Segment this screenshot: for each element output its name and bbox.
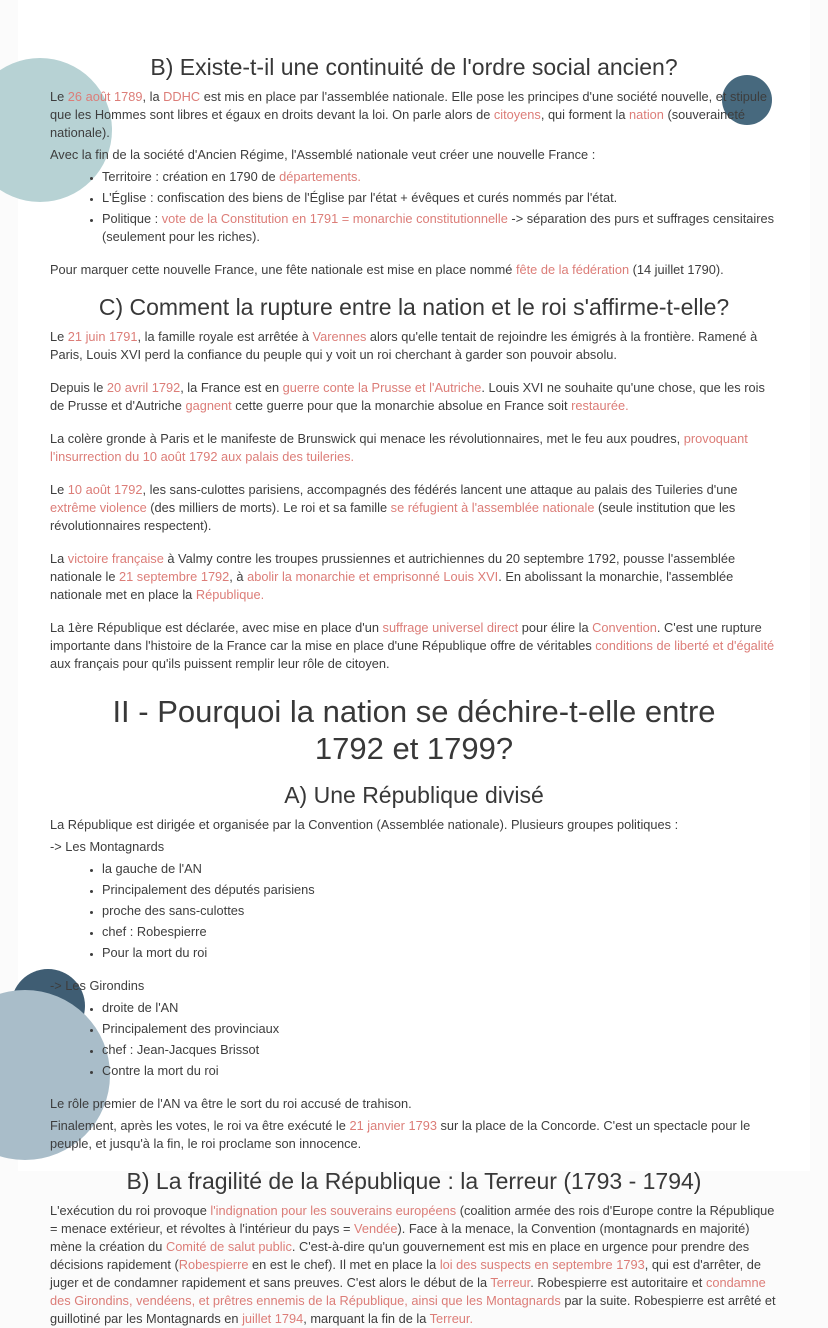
highlight-text: guerre conte la Prusse et l'Autriche [282,380,482,395]
highlight-text: condamne des Girondins, vendéens, et prêtres ennemis de la République, ainsi que les Montagnards [50,1275,766,1308]
body-text: , qui forment la [540,107,630,122]
section-heading: A) Une République divisé [284,782,544,808]
highlight-text: victoire française [67,551,164,566]
highlight-text: vote de la Constitution en 1791 = monarchie constitutionnelle [161,211,508,226]
paragraph [50,328,778,364]
highlight-text: 21 juin 1791 [67,329,138,344]
body-text: Le [50,482,68,497]
body-text: La colère gronde à Paris et le manifeste de Brunswick qui menace les révolutionnaires, met le feu aux poudres, [50,431,684,446]
paragraph [50,261,778,279]
paragraph [50,1117,778,1153]
highlight-text: 21 janvier 1793 [349,1118,437,1133]
body-text: Contre la mort du roi [102,1063,219,1078]
paragraph [50,619,778,673]
highlight-text: nation [629,107,664,122]
highlight-text: Robespierre [178,1257,249,1272]
body-text: -> Les Montagnards [50,839,165,854]
body-text: Depuis le [50,380,107,395]
list-item [102,902,778,920]
bullet-list [50,999,778,1080]
highlight-text: Terreur. [429,1311,474,1326]
body-text: La [50,551,68,566]
body-text: par la suite. Robespierre est arrêté et guillotiné par les Montagnards en [50,1293,776,1326]
body-text: (souveraineté nationale). [50,107,745,140]
paragraph [50,1095,778,1113]
paragraph [50,146,778,164]
highlight-text: Varennes [312,329,367,344]
body-text: sur la place de la Concorde. C'est un spectacle pour le peuple, et jusqu'à la fin, le roi proclame son innocence. [50,1118,751,1151]
body-text: Principalement des députés parisiens [102,882,315,897]
body-text: (coalition armée des rois d'Europe contre la République = menace extérieur, et révoltes à l'intérieur du pays = [50,1203,775,1236]
paragraph [50,1202,778,1328]
body-text: (des milliers de morts). Le roi et sa famille [146,500,391,515]
highlight-text: 20 avril 1792 [106,380,181,395]
body-text: , la famille royale est arrêtée à [137,329,313,344]
bullet-list [50,168,778,246]
paragraph [50,481,778,535]
list-item [102,1062,778,1080]
paragraph [50,550,778,604]
highlight-text: République. [195,587,265,602]
document-content [18,0,810,1328]
body-text: droite de l'AN [102,1000,179,1015]
body-text: . Louis XVI ne souhaite qu'une chose, que les rois de Prusse et d'Autriche [50,380,765,413]
list-item [102,999,778,1017]
body-text: -> Les Girondins [50,978,145,993]
body-text: Avec la fin de la société d'Ancien Régime, l'Assemblé nationale veut créer une nouvelle France : [50,147,596,162]
body-text: chef : Jean-Jacques Brissot [102,1042,260,1057]
body-text: pour élire la [518,620,593,635]
body-text: chef : Robespierre [102,924,207,939]
body-text: La République est dirigée et organisée par la Convention (Assemblée nationale). Plusieurs groupes politiques : [50,817,679,832]
highlight-text: provoquant l'insurrection du 10 août 1792 aux palais des tuileries. [50,431,748,464]
body-text: Principalement des provinciaux [102,1021,280,1036]
body-text: (seule institution que les révolutionnaires respectent). [50,500,736,533]
highlight-text: fête de la fédération [515,262,630,277]
section-heading: C) Comment la rupture entre la nation et le roi s'affirme-t-elle? [98,294,730,320]
highlight-text: conditions de liberté et d'égalité [595,638,775,653]
paragraph [50,379,778,415]
paragraph [50,977,778,995]
highlight-text: départements. [279,169,361,184]
body-text: , les sans-culottes parisiens, accompagnés des fédérés lancent une attaque au palais des Tuileries d'une [142,482,738,497]
highlight-text: restaurée. [571,398,629,413]
body-text: , qui est d'arrêter, de juger et de condamner rapidement et sans preuves. C'est alors le début de la [50,1257,761,1290]
body-text: , à [229,569,248,584]
body-text: . C'est-à-dire qu'un gouvernement est mis en place en urgence pour prendre des décisions rapidement ( [50,1239,750,1272]
list-item [102,1041,778,1059]
body-text: . En abolissant la monarchie, l'assemblée nationale met en place la [50,569,734,602]
section-heading: B) La fragilité de la République : la Terreur (1793 - 1794) [126,1168,702,1194]
list-item [102,1020,778,1038]
list-item [102,881,778,899]
body-text: La 1ère République est déclarée, avec mise en place d'un [50,620,383,635]
body-text: L'Église : confiscation des biens de l'Église par l'état + évêques et curés nommés par l'état. [102,190,618,205]
highlight-text: DDHC [163,89,201,104]
list-item [102,923,778,941]
list-item [102,944,778,962]
body-text: . Robespierre est autoritaire et [530,1275,706,1290]
highlight-text: Vendée [354,1221,398,1236]
paragraph [50,88,778,142]
paragraph [50,816,778,834]
list-item [102,210,778,246]
highlight-text: abolir la monarchie et emprisonné Louis XVI [247,569,499,584]
paragraph [50,430,778,466]
bullet-list [50,860,778,962]
highlight-text: se réfugient à l'assemblée nationale [390,500,595,515]
highlight-text: extrême violence [50,500,147,515]
body-text: Le [50,329,68,344]
body-text: Territoire : création en 1790 de [102,169,280,184]
highlight-text: Terreur [490,1275,531,1290]
body-text: Pour la mort du roi [102,945,208,960]
body-text: Finalement, après les votes, le roi va être exécuté le [50,1118,350,1133]
highlight-text: l'indignation pour les souverains européens [210,1203,457,1218]
body-text: à Valmy contre les troupes prussiennes et autrichiennes du 20 septembre 1792, pousse l'assemblée nationale le [50,551,736,584]
highlight-text: loi des suspects en septembre 1793 [439,1257,645,1272]
highlight-text: 21 septembre 1792 [119,569,230,584]
body-text: proche des sans-culottes [102,903,245,918]
list-item [102,168,778,186]
list-item [102,860,778,878]
body-text: -> séparation des purs et suffrages censitaires (seulement pour les riches). [102,211,775,244]
body-text: ). Face à la menace, la Convention (montagnards en majorité) mène la création du [50,1221,750,1254]
section-heading: B) Existe-t-il une continuité de l'ordre social ancien? [150,54,678,80]
body-text: , la France est en [180,380,283,395]
body-text: , la [142,89,164,104]
main-heading: II - Pourquoi la nation se déchire-t-elle entre 1792 et 1799? [112,694,716,766]
body-text: est mis en place par l'assemblée nationale. Elle pose les principes d'une société nouvelle, et stipule que les Hommes sont libres et égaux en droits devant la loi. On parle alors de [50,89,767,122]
body-text: la gauche de l'AN [102,861,202,876]
body-text: . C'est une rupture importante dans l'histoire de la France car la mise en place d'une République offre de véritables [50,620,762,653]
body-text: (14 juillet 1790). [629,262,724,277]
list-item [102,189,778,207]
body-text: alors qu'elle tentait de rejoindre les émigrés à la frontière. Ramené à Paris, Louis XVI perd la confiance du peuple qui y voit un roi cherchant à garder son pouvoir absolu. [50,329,758,362]
paragraph [50,838,778,856]
body-text: Le [50,89,68,104]
body-text: Politique : [102,211,162,226]
body-text: aux français pour qu'ils puissent remplir leur rôle de citoyen. [50,656,390,671]
body-text: , marquant la fin de la [303,1311,430,1326]
highlight-text: 10 août 1792 [67,482,143,497]
body-text: Le rôle premier de l'AN va être le sort du roi accusé de trahison. [50,1096,412,1111]
document-page [18,0,810,1326]
highlight-text: 26 août 1789 [67,89,143,104]
body-text: cette guerre pour que la monarchie absolue en France soit [231,398,572,413]
body-text: en est le chef). Il met en place la [248,1257,440,1272]
highlight-text: Convention [592,620,657,635]
highlight-text: suffrage universel direct [382,620,519,635]
highlight-text: gagnent [185,398,232,413]
body-text: L'exécution du roi provoque [50,1203,211,1218]
highlight-text: Comité de salut public [165,1239,292,1254]
body-text: Pour marquer cette nouvelle France, une fête nationale est mise en place nommé [50,262,516,277]
highlight-text: citoyens [493,107,541,122]
highlight-text: juillet 1794 [242,1311,304,1326]
